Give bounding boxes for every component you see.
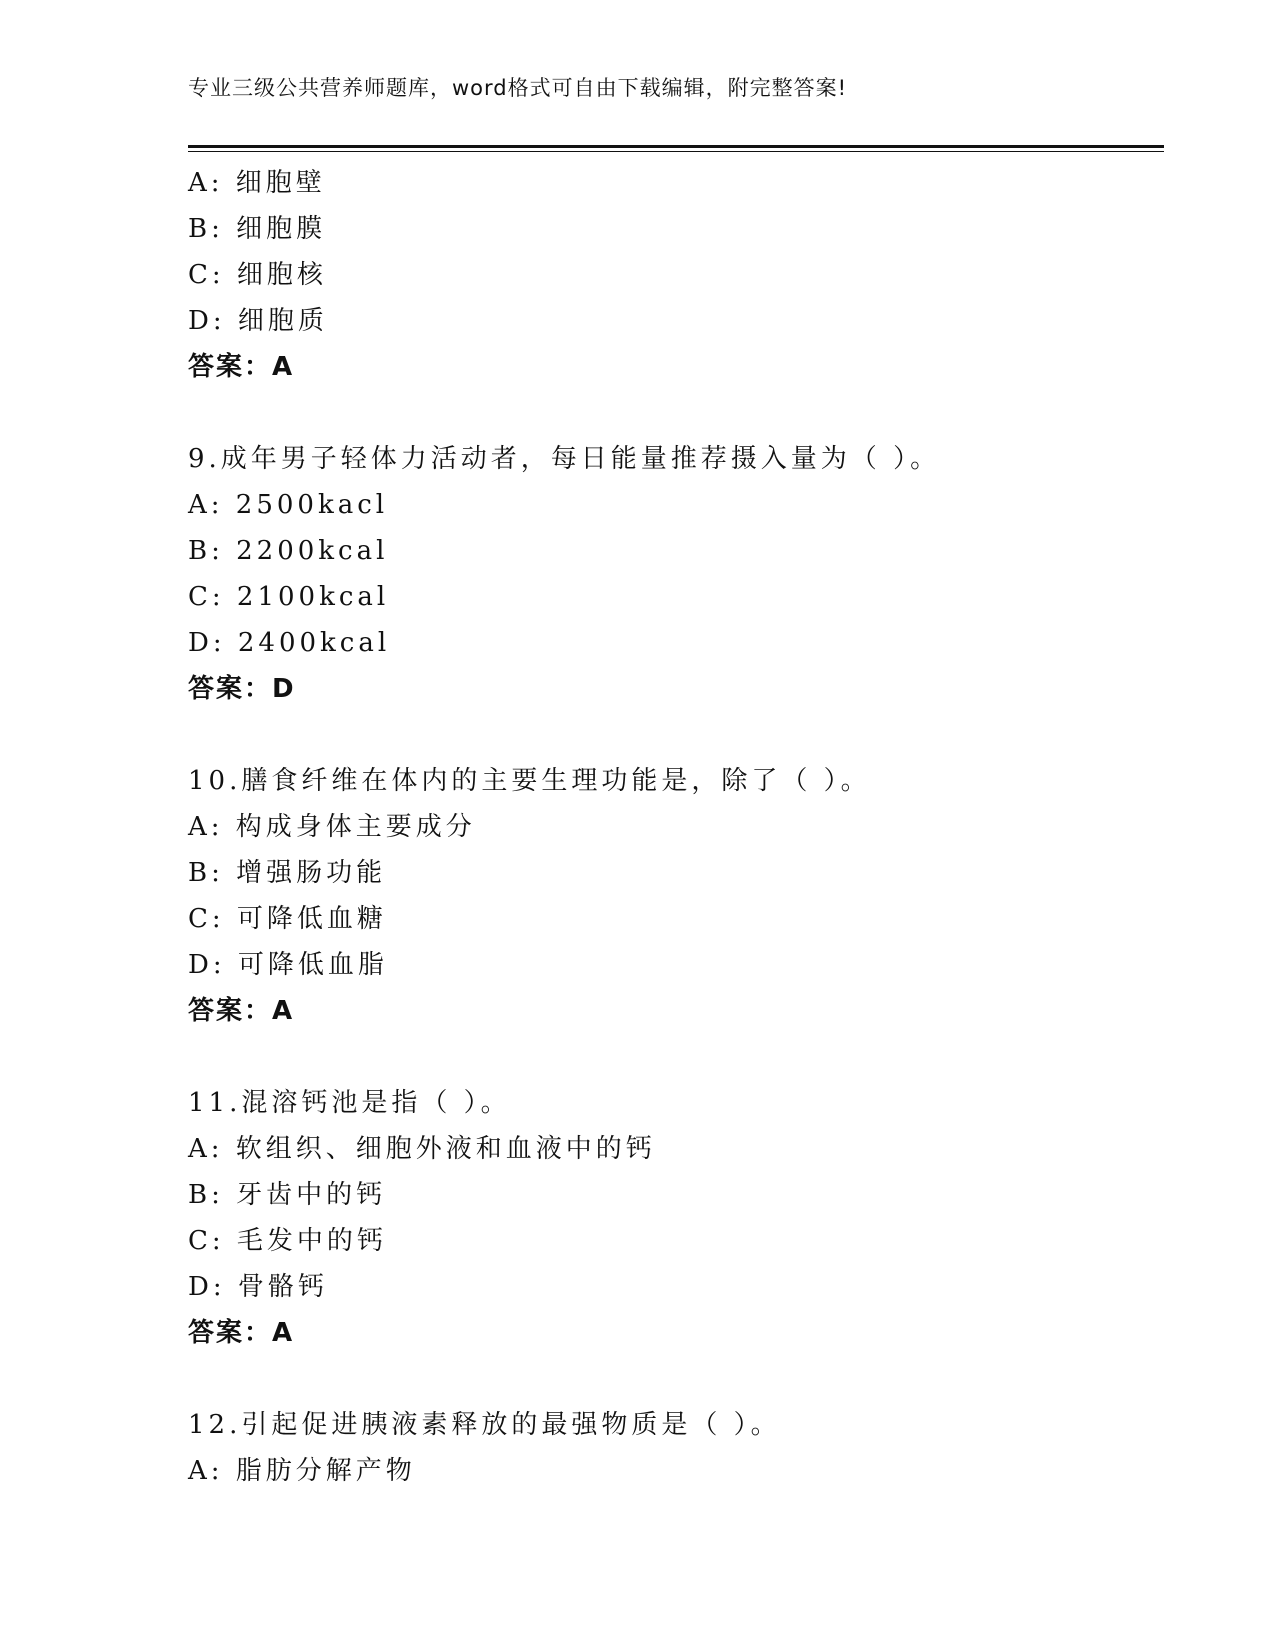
option-c: C: 2100kcal [188, 582, 390, 612]
question-spacer [188, 1034, 1164, 1080]
question-9: 9.成年男子轻体力活动者，每日能量推荐摄入量为（ ）。 [188, 444, 941, 474]
question-spacer [188, 1356, 1164, 1402]
question-12: 12.引起促进胰液素释放的最强物质是（ ）。 [188, 1410, 781, 1440]
option-b: B: 增强肠功能 [188, 858, 387, 888]
header-rule-thin [188, 151, 1164, 152]
answer: 答案：A [188, 352, 295, 382]
option-d: D: 骨骼钙 [188, 1272, 328, 1302]
option-a: A: 2500kacl [188, 490, 389, 520]
option-b: B: 牙齿中的钙 [188, 1180, 387, 1210]
option-d: D: 可降低血脂 [188, 950, 388, 980]
option-b: B: 细胞膜 [188, 214, 327, 244]
option-a: A: 软组织、细胞外液和血液中的钙 [188, 1134, 656, 1164]
question-spacer [188, 712, 1164, 758]
option-c: C: 细胞核 [188, 260, 327, 290]
question-spacer [188, 390, 1164, 436]
option-a: A: 脂肪分解产物 [188, 1456, 416, 1486]
answer: 答案：A [188, 996, 295, 1026]
question-11: 11.混溶钙池是指（ ）。 [188, 1088, 511, 1118]
header-rule-thick [188, 145, 1164, 148]
option-d: D: 细胞质 [188, 306, 328, 336]
answer: 答案：A [188, 1318, 295, 1348]
option-a: A: 细胞壁 [188, 168, 326, 198]
answer: 答案：D [188, 674, 296, 704]
question-content [188, 160, 1164, 1494]
option-d: D: 2400kcal [188, 628, 391, 658]
option-a: A: 构成身体主要成分 [188, 812, 476, 842]
page-header: 专业三级公共营养师题库，word格式可自由下载编辑，附完整答案! [188, 76, 848, 100]
option-c: C: 毛发中的钙 [188, 1226, 387, 1256]
question-10: 10.膳食纤维在体内的主要生理功能是，除了（ ）。 [188, 766, 871, 796]
option-b: B: 2200kcal [188, 536, 389, 566]
option-c: C: 可降低血糖 [188, 904, 387, 934]
